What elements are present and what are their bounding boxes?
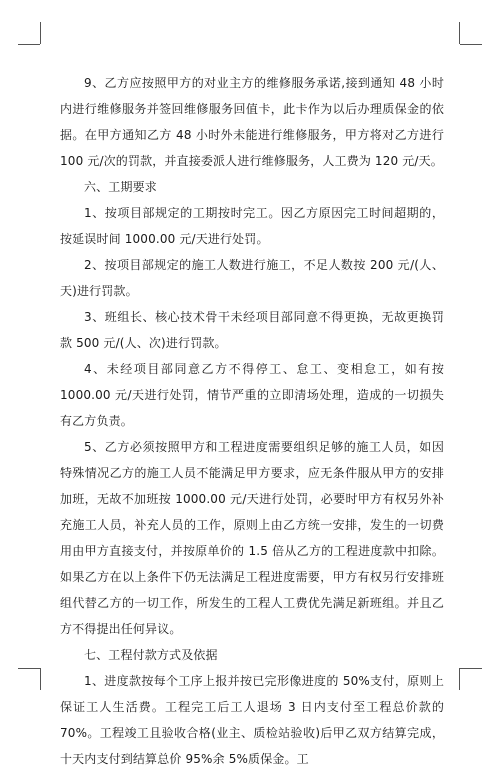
crop-mark-top-left-v xyxy=(40,22,41,44)
crop-mark-top-left-h xyxy=(18,44,40,45)
crop-mark-top-right-h xyxy=(460,44,482,45)
crop-mark-bottom-right-h xyxy=(460,668,482,669)
crop-mark-top-right-v xyxy=(459,22,460,44)
paragraph-4-stoppage: 4、未经项目部同意乙方不得停工、怠工、变相怠工，如有按 1000.00 元/天进行处罚，情节严重的立即清场处理，造成的一切损失有乙方负责。 xyxy=(60,362,444,428)
crop-mark-bottom-left-h xyxy=(18,668,40,669)
paragraph-1-progress-payment: 1、进度款按每个工序上报并按已完形像进度的 50%支付，原则上保证工人生活费。工程完工后工人退场 3 日内支付至工程总价款的 70%。工程竣工且验收合格(业主、质检站验收)后甲乙双方结算完成，十天内支付到结算总价 95%余 5%质保金。工 xyxy=(60,674,444,766)
paragraph-9-maintenance: 9、乙方应按照甲方的对业主方的维修服务承诺,接到通知 48 小时内进行维修服务并签回维修服务回值卡，此卡作为以后办理质保金的依据。在甲方通知乙方 48 小时外未能进行维修服务，甲方将对乙方进行 100 元/次的罚款，并直接委派人进行维修服务，人工费为 120 元/天。 xyxy=(60,76,444,168)
section-heading-schedule: 六、工期要求 xyxy=(84,180,157,194)
paragraph-3-replacement: 3、班组长、核心技术骨干未经项目部同意不得更换，无故更换罚款 500 元/(人、次)进行罚款。 xyxy=(60,310,444,350)
paragraph-2-headcount: 2、按项目部规定的施工人数进行施工，不足人数按 200 元/(人、天)进行罚款。 xyxy=(60,258,444,298)
crop-mark-bottom-right-v xyxy=(459,668,460,690)
document-body xyxy=(60,70,444,772)
section-heading-payment: 七、工程付款方式及依据 xyxy=(84,648,218,662)
paragraph-5-staffing: 5、乙方必须按照甲方和工程进度需要组织足够的施工人员，如因特殊情况乙方的施工人员不能满足甲方要求，应无条件服从甲方的安排加班，无故不加班按 1000.00 元/天进行处罚，必要时甲方有权另外补充施工人员，补充人员的工作，原则上由乙方统一安排，发生的一切费用由甲方直接支付，并按原单价的 1.5 倍从乙方的工程进度款中扣除。如果乙方在以上条件下仍无法满足工程进度需要，甲方有权另行安排班组代替乙方的一切工作，所发生的工程人工费优先满足新班组。并且乙方不得提出任何异议。 xyxy=(60,440,444,636)
paragraph-1-deadline: 1、按项目部规定的工期按时完工。因乙方原因完工时间超期的，按延误时间 1000.00 元/天进行处罚。 xyxy=(60,206,444,246)
crop-mark-bottom-left-v xyxy=(40,668,41,690)
